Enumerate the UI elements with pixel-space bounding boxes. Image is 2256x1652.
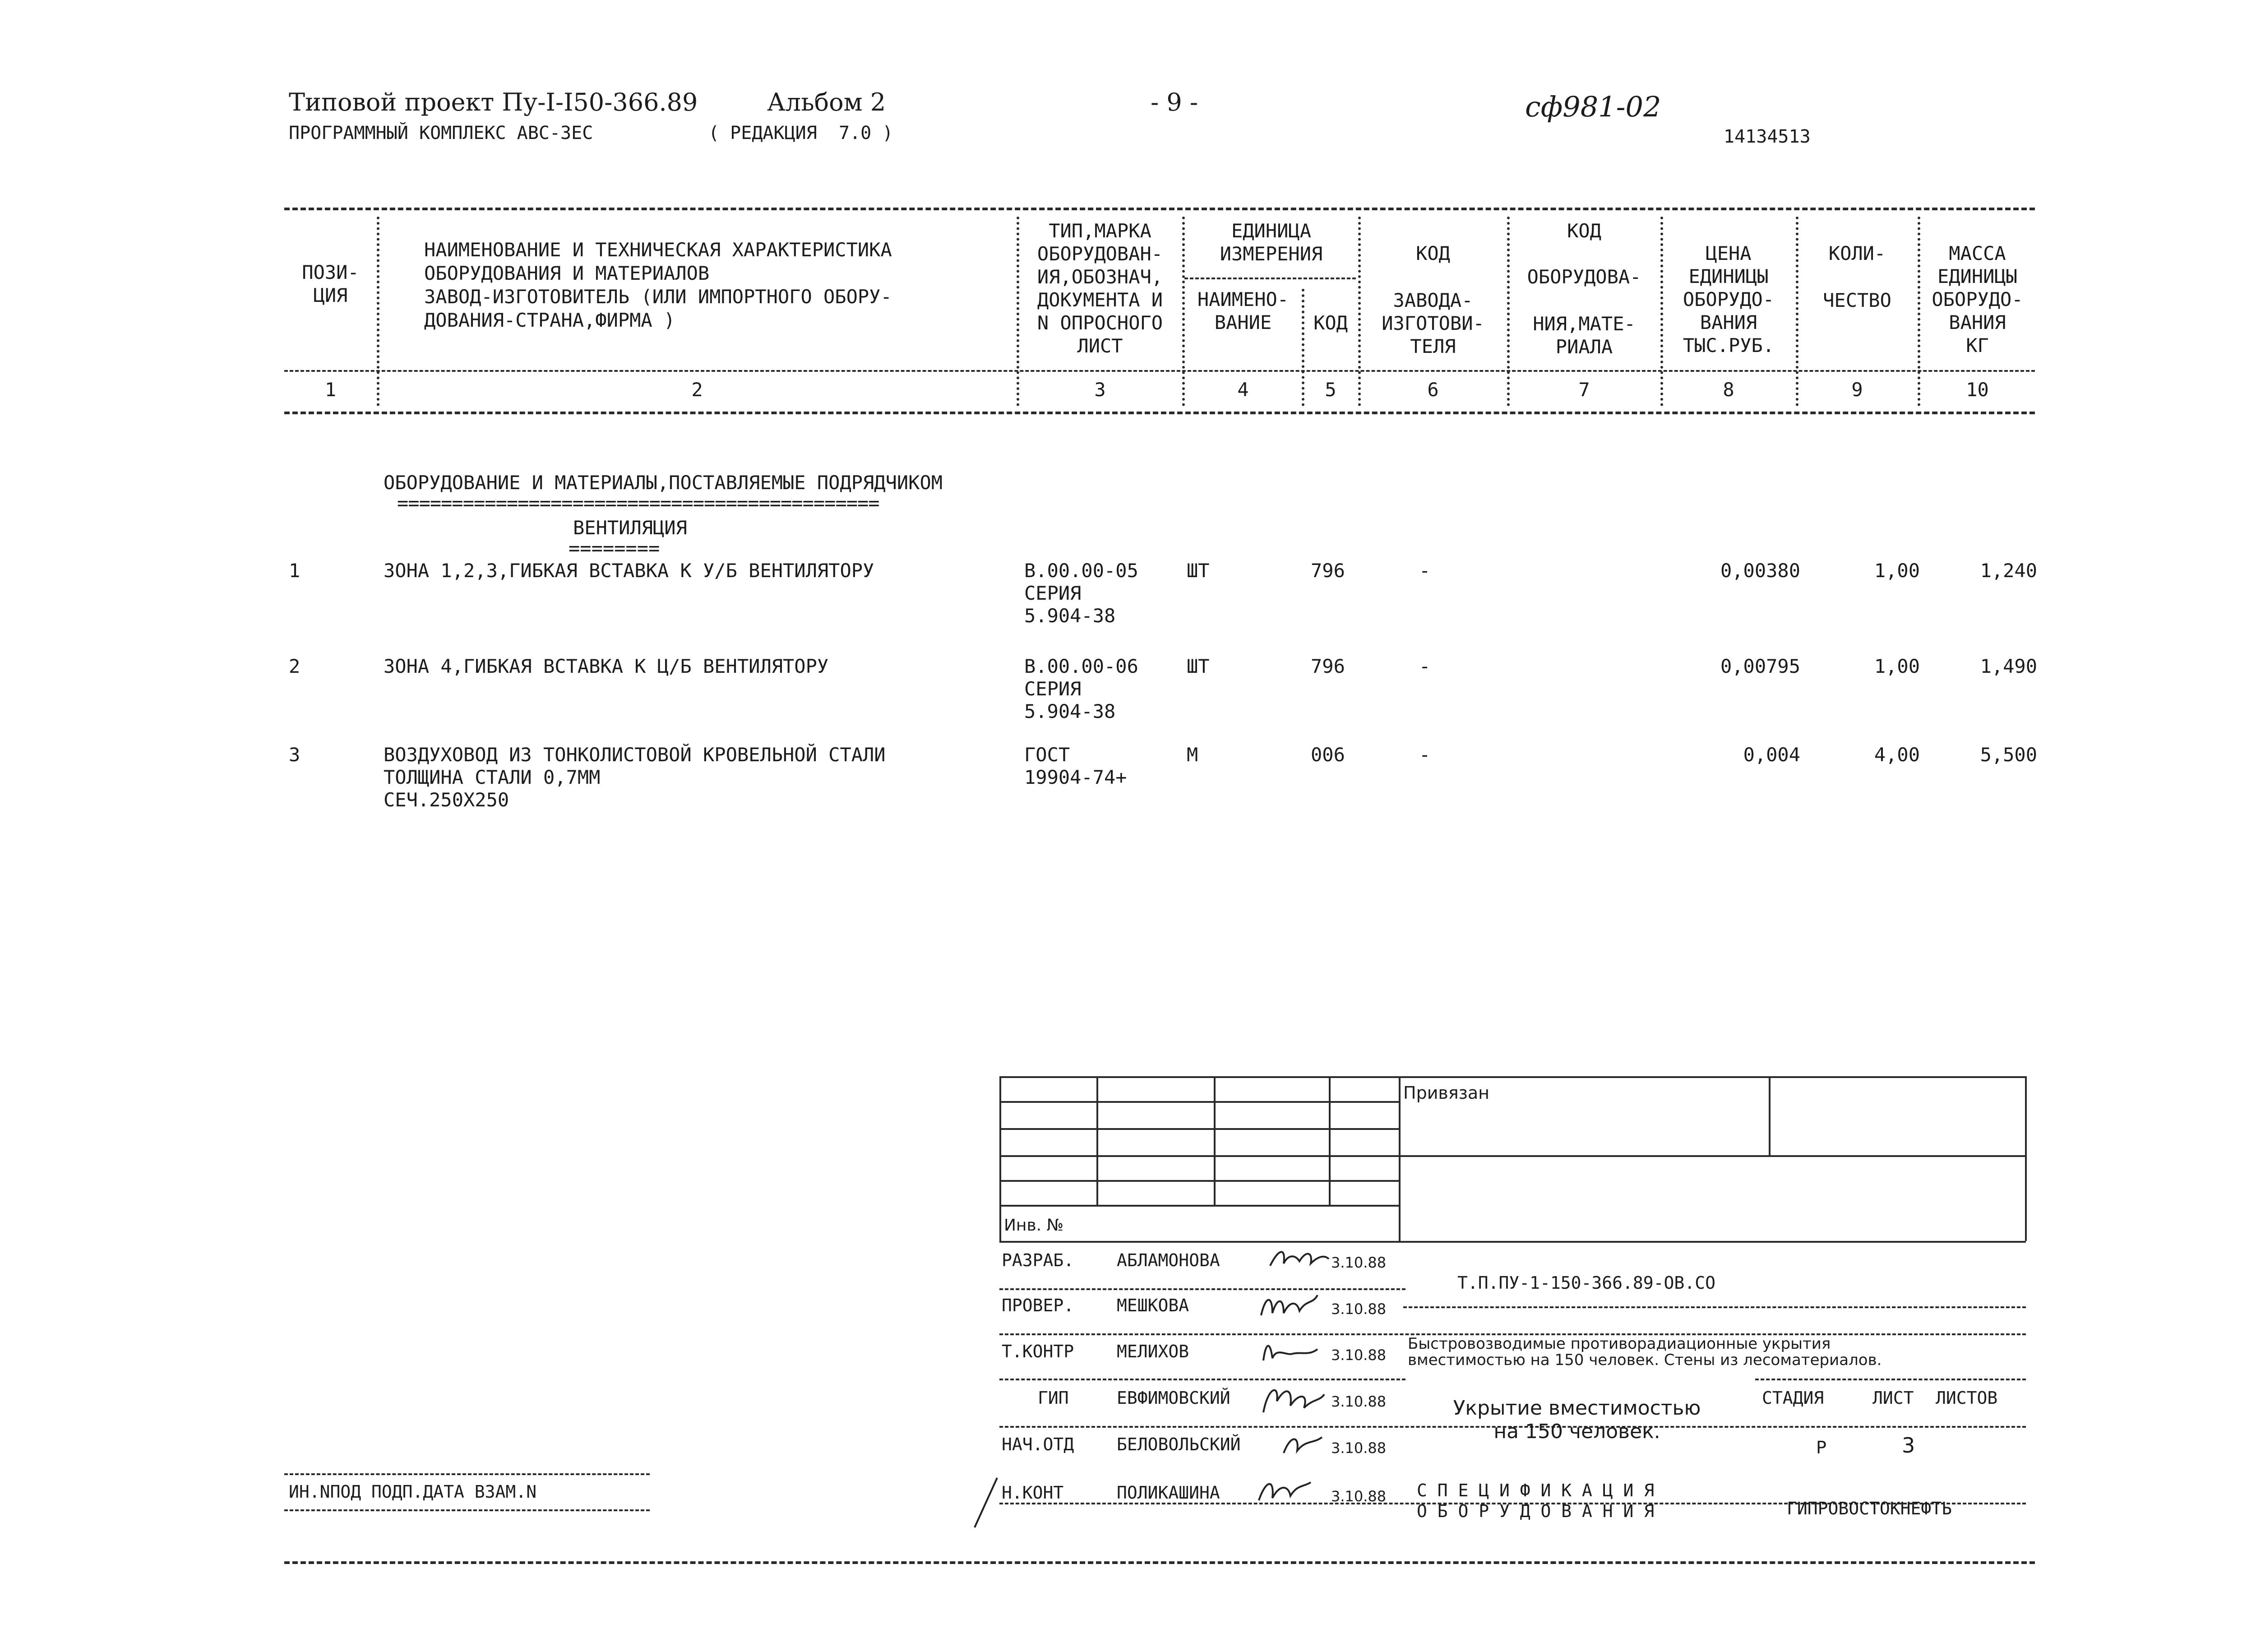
stamp-rule <box>999 1128 1399 1130</box>
col4-header-bottom: НАИМЕНО- ВАНИЕ <box>1197 288 1289 333</box>
stamp-vline <box>1096 1076 1098 1205</box>
stamp-rule <box>999 1205 1399 1207</box>
section-underline: ============================================ <box>397 492 879 514</box>
col1-header: ПОЗИ- ЦИЯ <box>302 261 359 306</box>
stamp-vline <box>1329 1076 1331 1205</box>
name-tkontr: МЕЛИХОВ <box>1117 1342 1189 1361</box>
privyazan-label: Привязан <box>1403 1083 1489 1103</box>
left-stamp-rule <box>284 1509 650 1511</box>
signature-evfimovsky <box>1259 1381 1327 1417</box>
row-name: ЗОНА 1,2,3,ГИБКАЯ ВСТАВКА К У/Б ВЕНТИЛЯТОРУ <box>384 560 874 582</box>
stage-label: СТАДИЯ <box>1762 1388 1824 1408</box>
sheet-value: 3 <box>1902 1433 1915 1458</box>
row-mass: 5,500 <box>1980 744 2037 766</box>
colnum-6: 6 <box>1427 379 1439 401</box>
col5-header: КОД <box>1313 312 1348 334</box>
row-price: 0,004 <box>1743 744 1800 766</box>
row-unit: ШТ <box>1187 655 1210 677</box>
col7-header-b: ОБОРУДОВА- <box>1527 266 1641 288</box>
program-label: ПРОГРАММНЫЙ КОМПЛЕКС АВС-ЗЕС <box>289 123 593 143</box>
col6-header-b: ЗАВОДА- ИЗГОТОВИ- ТЕЛЯ <box>1382 289 1484 357</box>
section-sub-underline: ======== <box>569 537 660 559</box>
stamp-vline <box>1769 1076 1771 1155</box>
col7-header-c: НИЯ,МАТЕ- РИАЛА <box>1533 313 1636 358</box>
col8-header: ЦЕНА ЕДИНИЦЫ ОБОРУДО- ВАНИЯ ТЫС.РУБ. <box>1683 242 1775 356</box>
date-gip: 3.10.88 <box>1331 1393 1387 1410</box>
name-nachotd: БЕЛОВОЛЬСКИЙ <box>1117 1435 1241 1454</box>
role-prover: ПРОВЕР. <box>1002 1296 1074 1315</box>
row-factory: - <box>1419 655 1431 677</box>
row-code: 796 <box>1311 655 1345 677</box>
colnum-3: 3 <box>1094 379 1106 401</box>
role-nachotd: НАЧ.ОТД <box>1002 1435 1074 1454</box>
name-gip: ЕВФИМОВСКИЙ <box>1117 1388 1230 1408</box>
margin-stroke-mark <box>970 1476 1002 1530</box>
row-qty: 1,00 <box>1874 560 1920 582</box>
row-unit: ШТ <box>1187 560 1210 582</box>
spec-line1: С П Е Ц И Ф И К А Ц И Я <box>1417 1481 1655 1500</box>
sig-rule <box>999 1379 1405 1380</box>
col9-header: КОЛИ- <box>1828 242 1886 264</box>
col3-header: ТИП,МАРКА ОБОРУДОВАН- ИЯ,ОБОЗНАЧ, ДОКУМЕНТА И N ОПРОСНОГО ЛИСТ <box>1037 220 1163 357</box>
row-mass: 1,490 <box>1980 655 2037 677</box>
header-bottom-rule <box>284 370 2035 372</box>
date-nachotd: 3.10.88 <box>1331 1439 1387 1457</box>
colnum-1: 1 <box>324 379 337 401</box>
stamp-rule <box>999 1155 2026 1157</box>
spec-line2: О Б О Р У Д О В А Н И Я <box>1417 1501 1655 1521</box>
row-name: ВОЗДУХОВОД ИЗ ТОНКОЛИСТОВОЙ КРОВЕЛЬНОЙ СТАЛИ ТОЛЩИНА СТАЛИ 0,7ММ СЕЧ.250Х250 <box>384 744 886 811</box>
col-sep <box>1507 217 1510 406</box>
colnum-7: 7 <box>1578 379 1590 401</box>
row-type: В.00.00-05 СЕРИЯ 5.904-38 <box>1024 560 1138 627</box>
name-prover: МЕШКОВА <box>1117 1296 1189 1315</box>
col-sep <box>377 217 379 406</box>
signature-meshkova <box>1259 1291 1322 1322</box>
stamp-title-line1: Быстровозводимые противорадиационные укрытия <box>1408 1335 1831 1353</box>
unit-group-rule <box>1184 278 1356 279</box>
row-unit: М <box>1187 744 1198 766</box>
col2-header-line2: ОБОРУДОВАНИЯ И МАТЕРИАЛОВ <box>424 262 710 284</box>
colnum-10: 10 <box>1966 379 1989 401</box>
stamp-rule <box>999 1241 2026 1243</box>
row-pos: 1 <box>289 560 300 582</box>
name-razrab: АБЛАМОНОВА <box>1117 1250 1220 1270</box>
stamp-vline <box>999 1076 1001 1241</box>
section-subtitle: ВЕНТИЛЯЦИЯ <box>573 517 687 539</box>
colnum-4: 4 <box>1237 379 1249 401</box>
left-stamp-text: ИН.NПОД ПОДП.ДАТА ВЗАМ.N <box>289 1482 537 1502</box>
stamp-rule <box>999 1076 2026 1078</box>
row-pos: 2 <box>289 655 300 677</box>
sheets-label: ЛИСТОВ <box>1936 1388 1998 1408</box>
page-number: - 9 - <box>1151 88 1198 116</box>
signature-melihov <box>1259 1338 1322 1365</box>
row-factory: - <box>1419 560 1431 582</box>
stamp-vline <box>1214 1076 1216 1205</box>
stamp-vline <box>2025 1076 2027 1241</box>
name-nkont: ПОЛИКАШИНА <box>1117 1483 1220 1503</box>
row-code: 796 <box>1311 560 1345 582</box>
role-razrab: РАЗРАБ. <box>1002 1250 1074 1270</box>
table-top-rule <box>284 208 2035 210</box>
org-name: ГИПРОВОСТОКНЕФТЬ <box>1787 1499 1952 1518</box>
stamp-rule <box>999 1101 1399 1103</box>
colnum-8: 8 <box>1723 379 1734 401</box>
colnum-5: 5 <box>1325 379 1336 401</box>
date-nkont: 3.10.88 <box>1331 1488 1387 1505</box>
colnum-9: 9 <box>1851 379 1863 401</box>
col2-header-line1: НАИМЕНОВАНИЕ И ТЕХНИЧЕСКАЯ ХАРАКТЕРИСТИКА <box>424 239 892 261</box>
col2-header-line3: ЗАВОД-ИЗГОТОВИТЕЛЬ (ИЛИ ИМПОРТНОГО ОБОРУ- <box>424 286 892 308</box>
date-prover: 3.10.88 <box>1331 1300 1387 1318</box>
colnum-2: 2 <box>691 379 703 401</box>
section-title: ОБОРУДОВАНИЕ И МАТЕРИАЛЫ,ПОСТАВЛЯЕМЫЕ ПОДРЯДЧИКОМ <box>384 472 943 494</box>
col6-header: КОД <box>1416 242 1450 264</box>
sig-rule <box>999 1288 1405 1290</box>
left-stamp-rule <box>284 1473 650 1475</box>
header-numbers-rule <box>284 412 2035 414</box>
col2-header-line4: ДОВАНИЯ-СТРАНА,ФИРМА ) <box>424 309 675 331</box>
col10-header: МАССА ЕДИНИЦЫ ОБОРУДО- ВАНИЯ КГ <box>1932 242 2023 356</box>
row-price: 0,00795 <box>1720 655 1800 677</box>
stage-value: Р <box>1816 1438 1826 1458</box>
row-type: В.00.00-06 СЕРИЯ 5.904-38 <box>1024 655 1138 722</box>
signature-ablamonova <box>1268 1245 1331 1273</box>
edition-label: ( РЕДАКЦИЯ 7.0 ) <box>708 123 893 143</box>
role-nkont: Н.КОНТ <box>1002 1483 1064 1503</box>
row-price: 0,00380 <box>1720 560 1800 582</box>
page-bottom-rule <box>284 1561 2035 1564</box>
stamp-vline <box>1399 1076 1401 1241</box>
col4-header-top: ЕДИНИЦА ИЗМЕРЕНИЯ <box>1220 220 1323 265</box>
sheet-label: ЛИСТ <box>1872 1388 1914 1408</box>
row-mass: 1,240 <box>1980 560 2037 582</box>
stamp-object: Укрытие вместимостью на 150 человек. <box>1453 1397 1701 1443</box>
inv-label: Инв. № <box>1004 1216 1064 1235</box>
project-title: Типовой проект Пу-I-I50-366.89 <box>289 88 698 116</box>
stamp-doc-code: Т.П.ПУ-1-150-366.89-ОВ.СО <box>1457 1273 1715 1293</box>
date-razrab: 3.10.88 <box>1331 1254 1387 1271</box>
signature-belovolsky <box>1281 1430 1327 1458</box>
row-name: ЗОНА 4,ГИБКАЯ ВСТАВКА К Ц/Б ВЕНТИЛЯТОРУ <box>384 655 829 677</box>
date-tkontr: 3.10.88 <box>1331 1347 1387 1364</box>
sig-rule <box>1755 1379 2026 1380</box>
role-tkontr: Т.КОНТР <box>1002 1342 1074 1361</box>
col7-header: КОД <box>1567 220 1601 242</box>
doc-number: 14134513 <box>1724 126 1811 147</box>
row-qty: 4,00 <box>1874 744 1920 766</box>
signature-polikashina <box>1254 1476 1313 1507</box>
stamp-title-line2: вместимостью на 150 человек. Стены из лесоматериалов. <box>1408 1351 1882 1369</box>
col9-header-b: ЧЕСТВО <box>1823 289 1891 311</box>
row-code: 006 <box>1311 744 1345 766</box>
row-factory: - <box>1419 744 1431 766</box>
album-label: Альбом 2 <box>767 88 886 116</box>
row-type: ГОСТ 19904-74+ <box>1024 744 1127 788</box>
sig-rule <box>1403 1306 2026 1308</box>
row-pos: 3 <box>289 744 300 766</box>
role-gip: ГИП <box>1038 1388 1069 1408</box>
row-qty: 1,00 <box>1874 655 1920 677</box>
document-code: сф981-02 <box>1525 90 1661 123</box>
stamp-rule <box>999 1180 1399 1182</box>
